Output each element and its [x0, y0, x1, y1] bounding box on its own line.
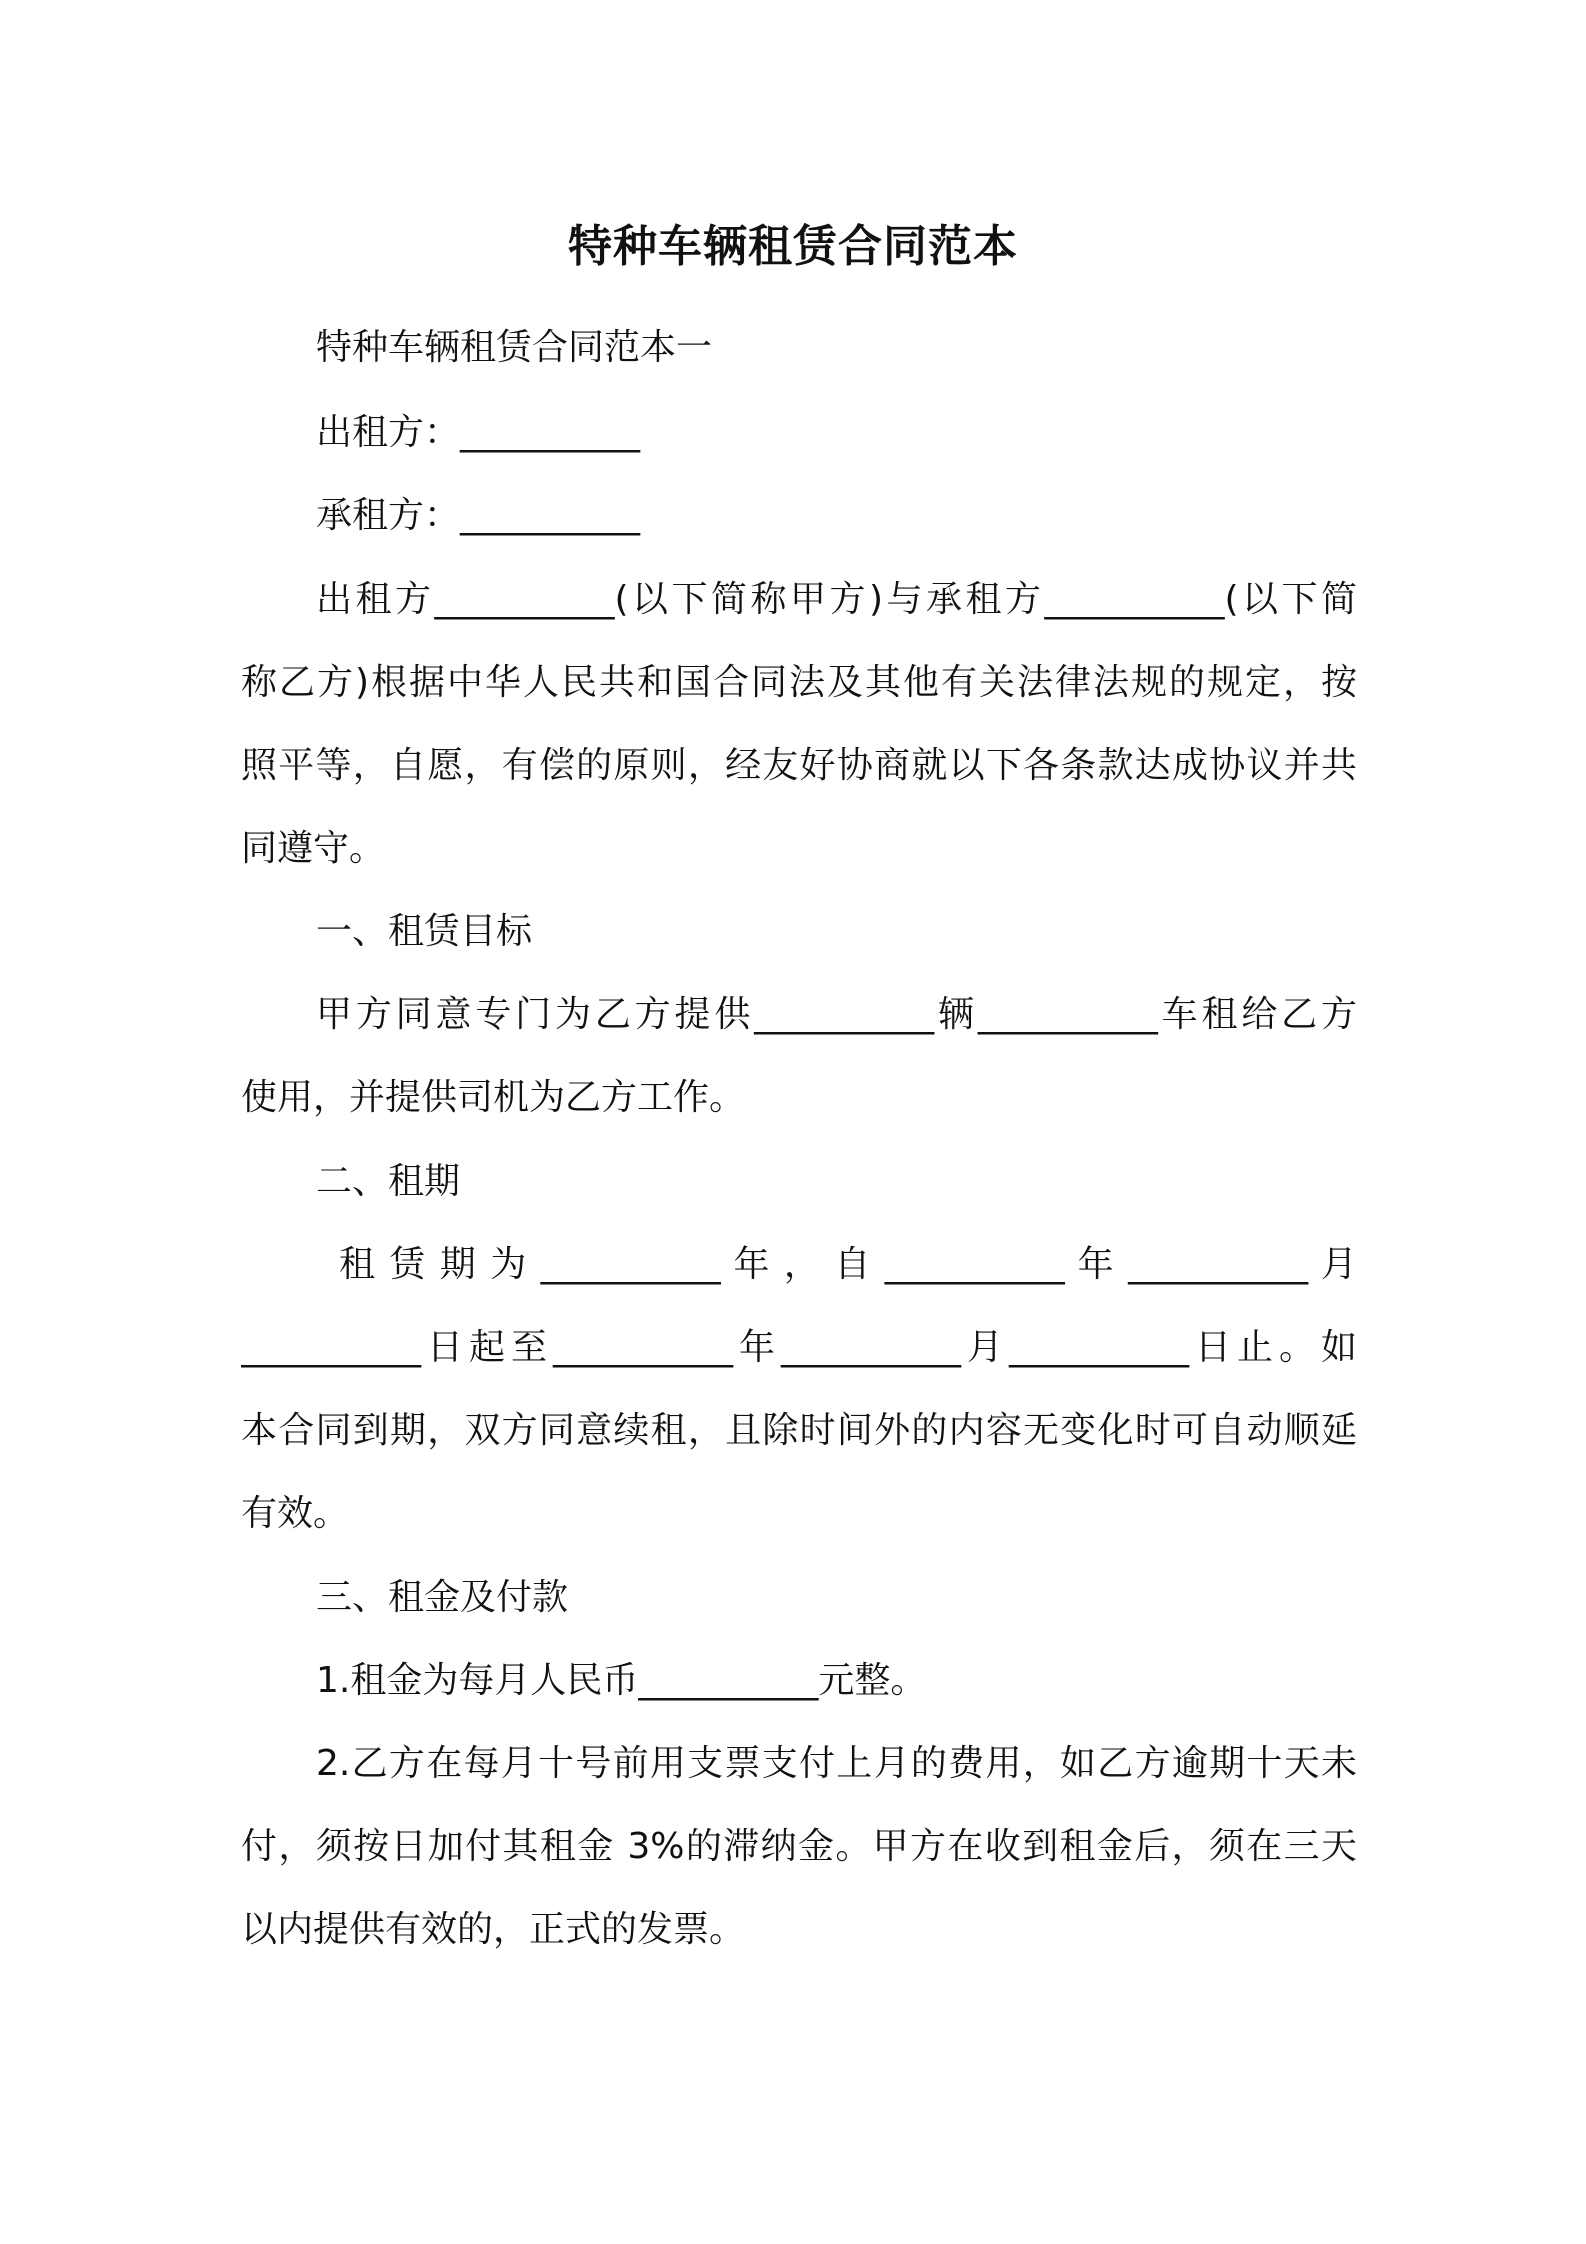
preamble-line-4: 同遵守。 [241, 828, 386, 869]
section-3-item-1: 1.租金为每月人民币__________元整。 [316, 1660, 927, 1701]
preamble-line-3: 照平等，自愿，有偿的原则，经友好协商就以下各条款达成协议并共 [241, 745, 1357, 786]
section-heading-1: 一、租赁目标 [316, 911, 533, 952]
preamble-line-2: 称乙方)根据中华人民共和国合同法及其他有关法律法规的规定，按 [241, 662, 1357, 703]
section-heading-3: 三、租金及付款 [316, 1577, 569, 1618]
section-2-line-2: __________日起至__________年__________月__________日止。如 [241, 1327, 1357, 1368]
section-3-item-2-line-3: 以内提供有效的，正式的发票。 [241, 1909, 746, 1950]
section-2-line-3: 本合同到期，双方同意续租，且除时间外的内容无变化时可自动顺延 [241, 1410, 1357, 1451]
section-1-line-2: 使用，并提供司机为乙方工作。 [241, 1077, 746, 1118]
section-3-item-2-line-1: 2.乙方在每月十号前用支票支付上月的费用，如乙方逾期十天未 [316, 1743, 1357, 1784]
lessor-line: 出租方：__________ [316, 412, 641, 453]
preamble-line-1: 出租方__________(以下简称甲方)与承租方__________(以下简 [316, 579, 1357, 620]
lessee-line: 承租方：__________ [316, 495, 641, 536]
section-heading-2: 二、租期 [316, 1161, 461, 1202]
section-3-item-2-line-2: 付，须按日加付其租金 3%的滞纳金。甲方在收到租金后，须在三天 [241, 1826, 1357, 1867]
section-1-line-1: 甲方同意专门为乙方提供__________辆__________车租给乙方 [316, 994, 1357, 1035]
section-2-line-4: 有效。 [241, 1493, 350, 1534]
subtitle-line: 特种车辆租赁合同范本一 [316, 327, 713, 368]
section-2-line-1: 租 赁 期 为 __________ 年 ， 自 __________ 年 __________ 月 [339, 1244, 1357, 1285]
document-title: 特种车辆租赁合同范本 [568, 221, 1018, 272]
